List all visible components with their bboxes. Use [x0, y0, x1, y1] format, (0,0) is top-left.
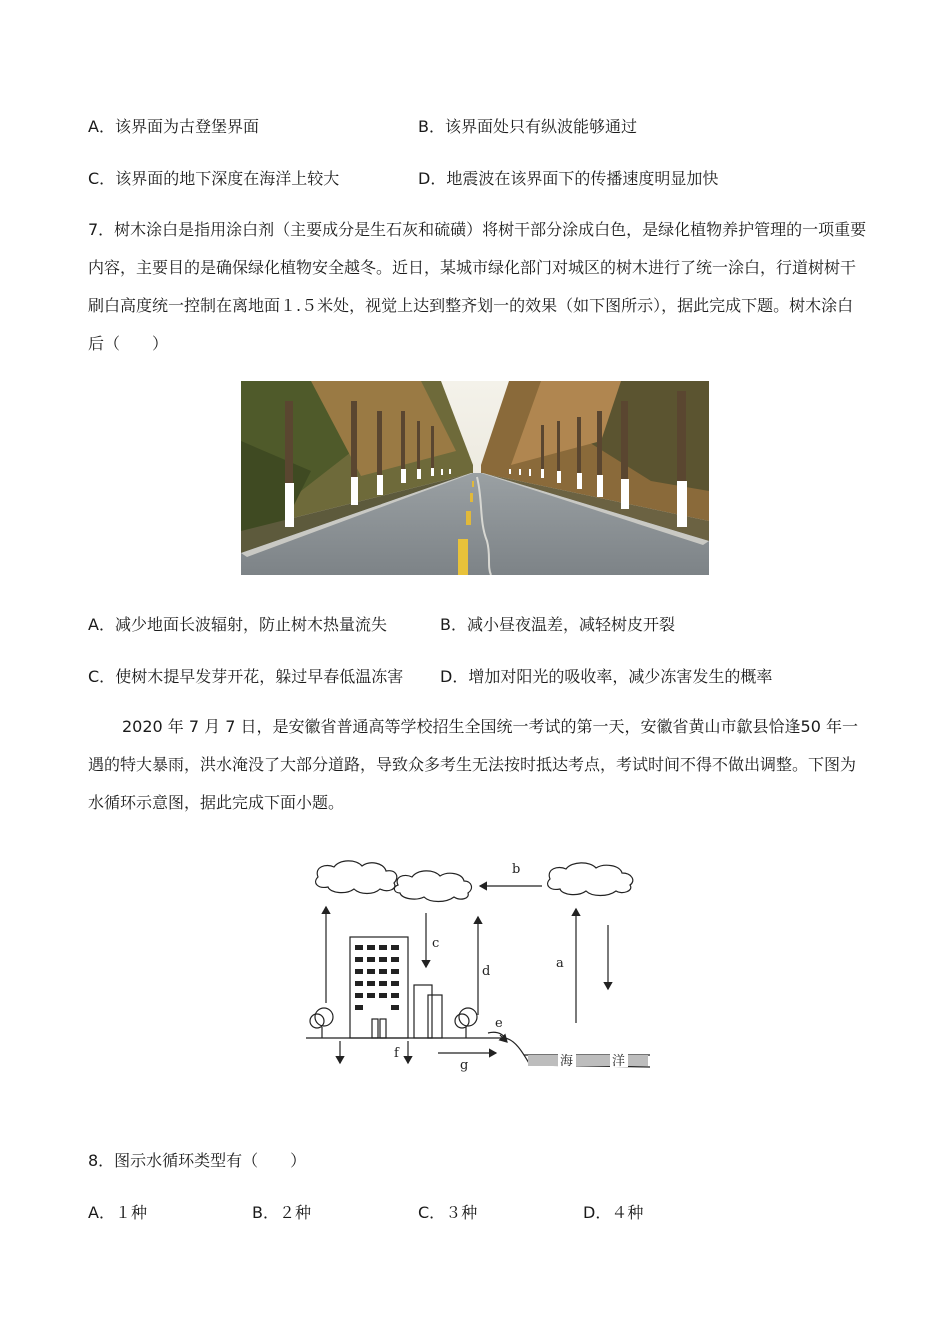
q6-option-d [418, 169, 718, 189]
option-text: 该界面为古登堡界面 [114, 117, 259, 136]
q6-option-a [88, 117, 259, 137]
label-c: c [432, 936, 440, 951]
q8-option-b [252, 1203, 311, 1223]
option-label: D． [440, 667, 469, 686]
label-sea-1: 海 [560, 1054, 574, 1069]
option-label: B． [440, 615, 467, 634]
sea-hatch [528, 1055, 648, 1066]
option-label: A． [88, 117, 115, 136]
label-d: d [482, 964, 491, 979]
option-text: 该界面的地下深度在海洋上较大 [115, 169, 340, 188]
label-b: b [512, 862, 521, 877]
q8-option-c [418, 1203, 477, 1223]
label-g: g [460, 1058, 469, 1073]
option-text: 增加对阳光的吸收率，减少冻害发生的概率 [468, 667, 773, 686]
option-text: ３种 [445, 1203, 478, 1222]
q7-option-c [88, 667, 403, 687]
label-sea-2: 洋 [612, 1054, 626, 1069]
cloud-right [548, 863, 633, 896]
option-text: 减小昼夜温差，减轻树皮开裂 [466, 615, 675, 634]
q7-stem-text: 7．树木涂白是指用涂白剂（主要成分是生石灰和硫磺）将树干部分涂成白色，是绿化植物养护管理的一项重要内容，主要目的是确保绿化植物安全越冬。近日，某城市绿化部门对城区的树木进行了统一涂白，行道树树干刷白高度统一控制在离地面１.５米处，视觉上达到整齐划一的效果（如下图所示），据此完成下题。树木涂白后（ ） [88, 220, 867, 353]
label-f: f [394, 1046, 399, 1061]
q7-option-d [440, 667, 772, 687]
option-label: D． [418, 169, 447, 188]
option-text: 该界面处只有纵波能够通过 [444, 117, 637, 136]
q8-stem-text: 8．图示水循环类型有（ ） [88, 1151, 307, 1170]
q6-option-b [418, 117, 637, 137]
option-label: A． [88, 1203, 115, 1222]
option-text: １种 [114, 1203, 147, 1222]
option-label: B． [252, 1203, 279, 1222]
option-label: A． [88, 615, 115, 634]
option-label: C． [88, 667, 116, 686]
tree-road-photo [241, 381, 709, 575]
cloud-left [316, 861, 397, 894]
passage [88, 708, 868, 822]
option-text: 地震波在该界面下的传播速度明显加快 [446, 169, 719, 188]
option-label: C． [418, 1203, 446, 1222]
option-text: ２种 [278, 1203, 311, 1222]
option-text: 减少地面长波辐射，防止树木热量流失 [114, 615, 387, 634]
q6-option-c [88, 169, 339, 189]
q8-option-a [88, 1203, 147, 1223]
q7-option-b [440, 615, 675, 635]
q7-stem [88, 211, 868, 363]
q8-option-d [583, 1203, 643, 1223]
label-e: e [495, 1016, 503, 1031]
q7-option-a [88, 615, 387, 635]
water-cycle-diagram [300, 855, 660, 1085]
label-a: a [556, 956, 564, 971]
option-label: C． [88, 169, 116, 188]
passage-text: 2020 年 7 月 7 日，是安徽省普通高等学校招生全国统一考试的第一天，安徽省黄山市歙县恰逢50 年一遇的特大暴雨，洪水淹没了大部分道路，导致众多考生无法按时抵达考点，考试时间不得不做出调整。下图为水循环示意图，据此完成下面小题。 [88, 717, 858, 812]
option-label: B． [418, 117, 445, 136]
option-text: ４种 [611, 1203, 644, 1222]
option-text: 使树木提早发芽开花，躲过早春低温冻害 [115, 667, 404, 686]
small-building [414, 985, 432, 1038]
option-label: D． [583, 1203, 612, 1222]
cloud-middle [394, 871, 471, 902]
tall-building [350, 937, 408, 1038]
q8-stem [88, 1151, 306, 1171]
